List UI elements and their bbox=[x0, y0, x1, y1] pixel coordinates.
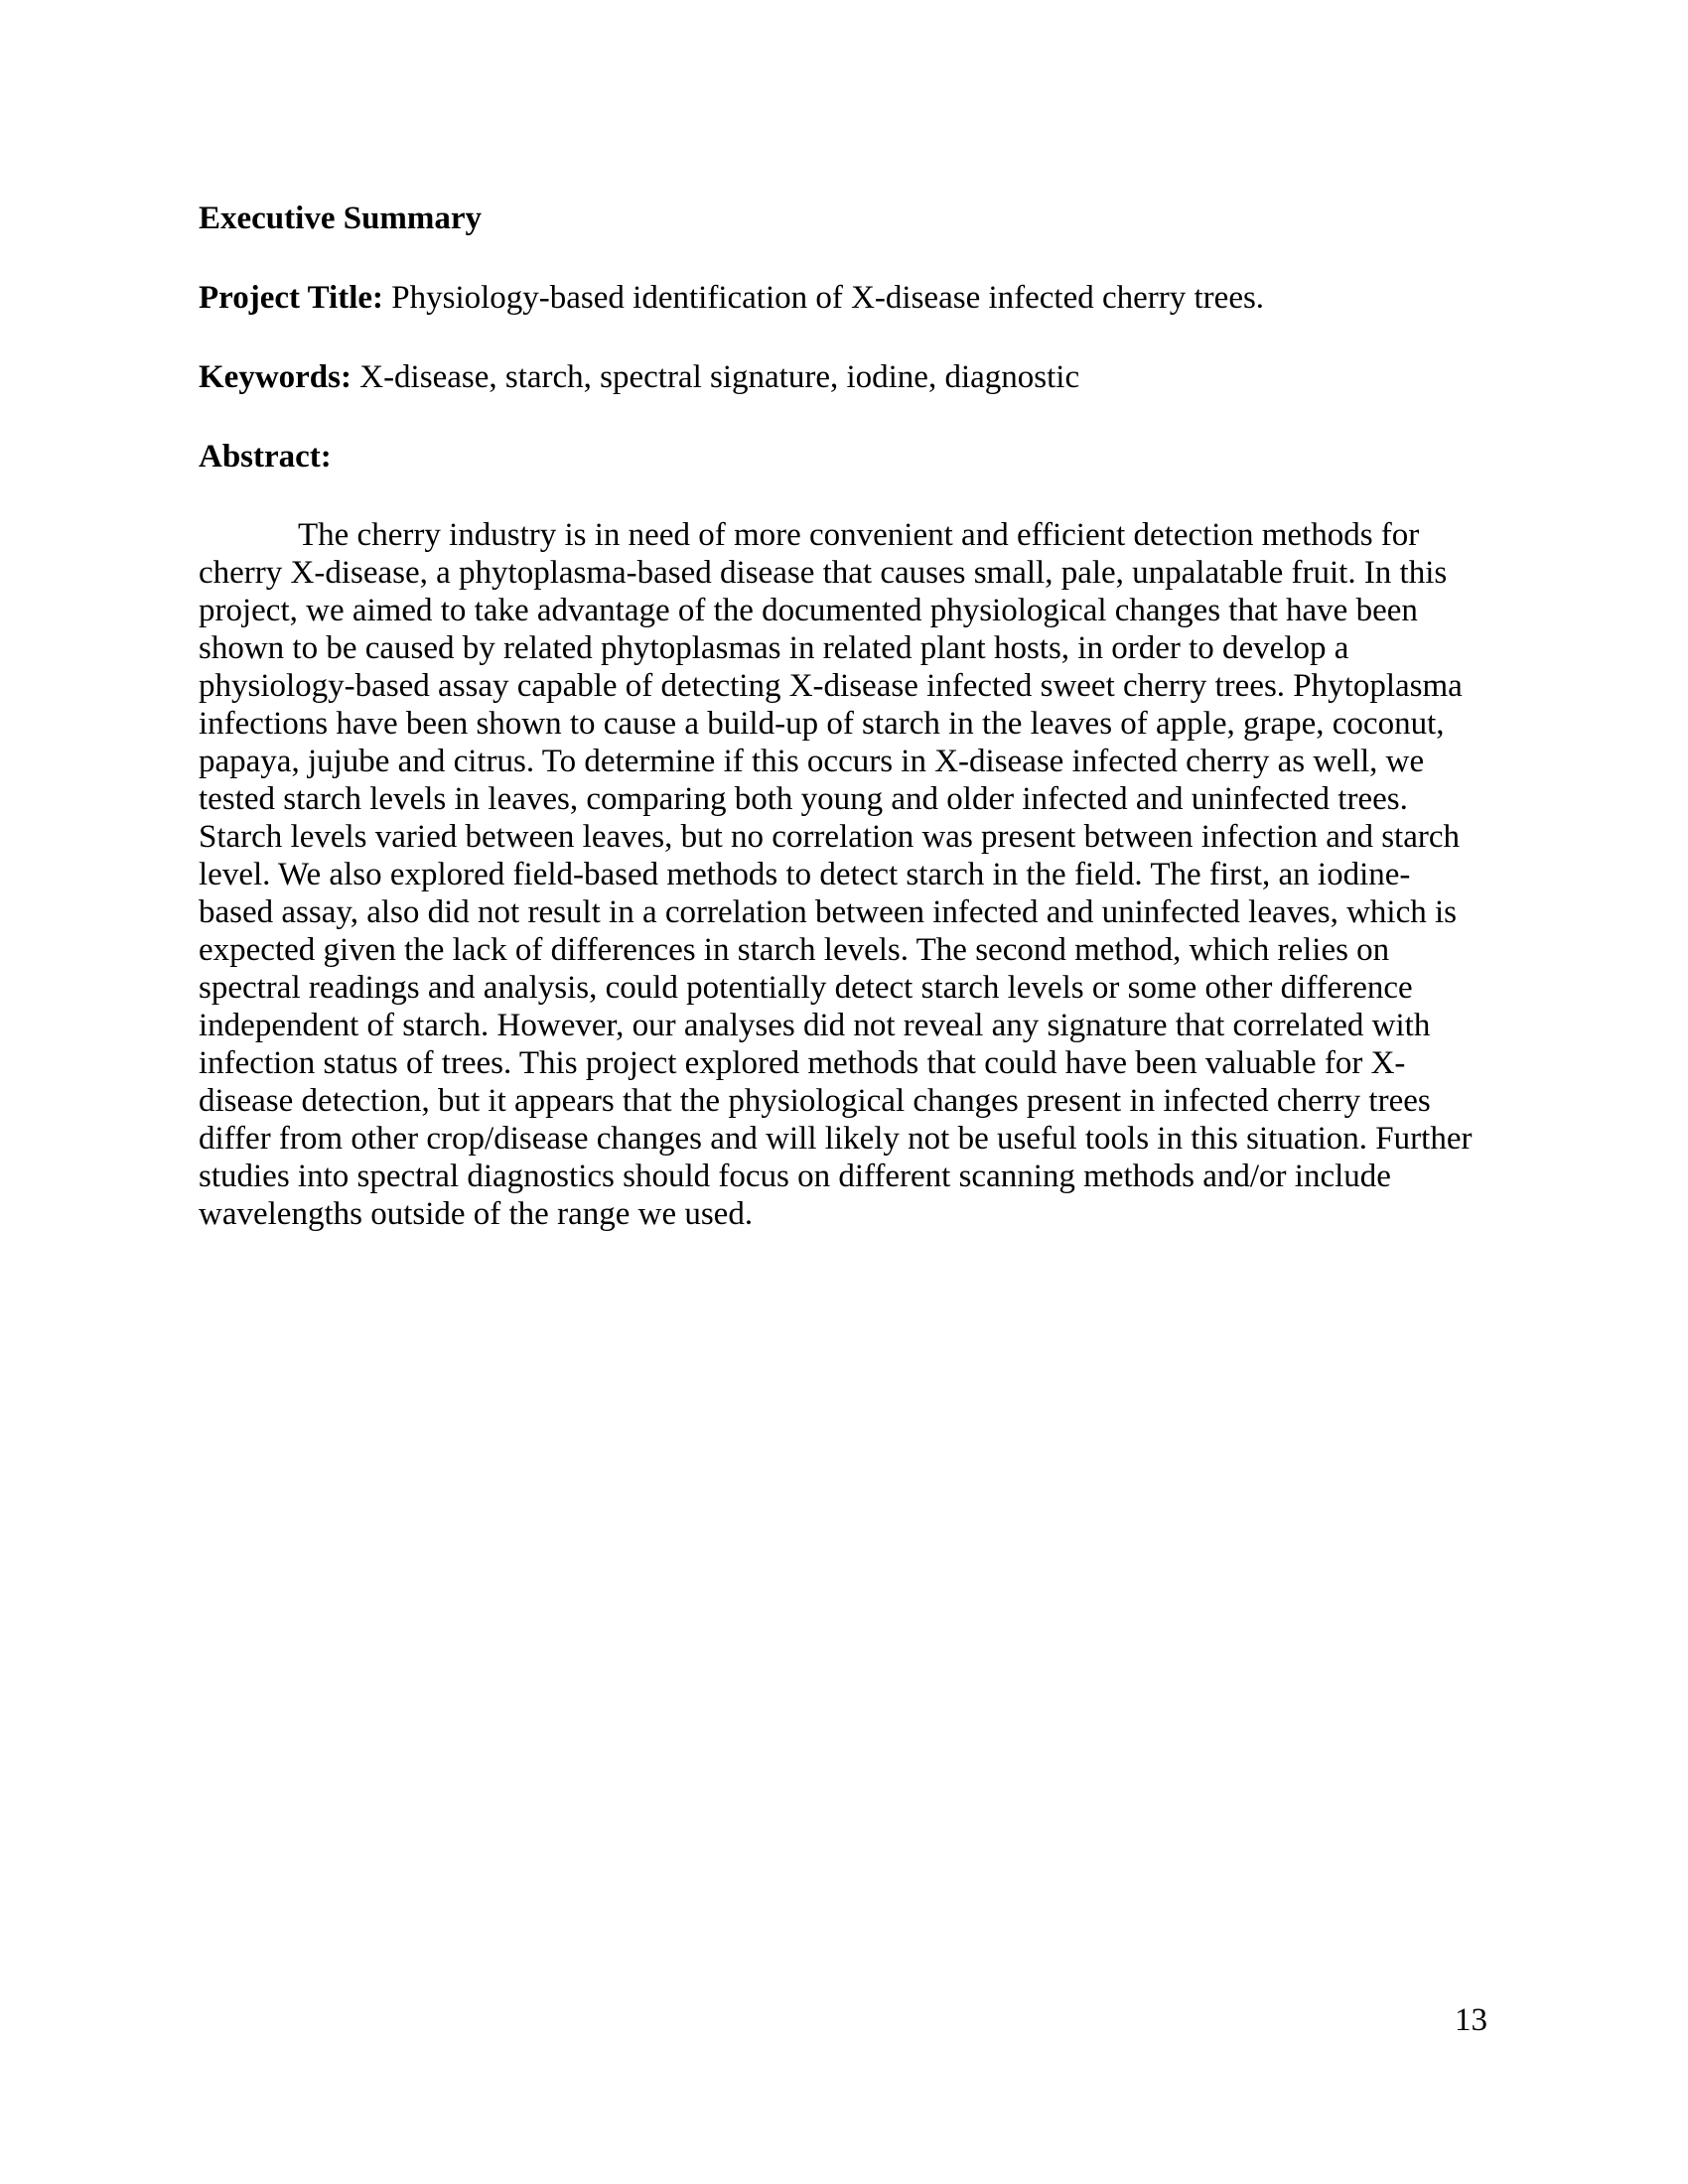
abstract-line: The cherry industry is in need of more convenient and efficient detection methods for bbox=[298, 517, 1420, 553]
abstract-line: papaya, jujube and citrus. To determine if this occurs in X-disease infected cherry as well, we bbox=[199, 744, 1425, 779]
project-title-label: Project Title: bbox=[199, 280, 384, 316]
abstract-line: level. We also explored field-based methods to detect starch in the field. The first, an iodine- bbox=[199, 857, 1411, 892]
section-heading: Executive Summary bbox=[199, 201, 483, 236]
keywords-line bbox=[199, 357, 1489, 397]
project-title-text: Physiology-based identification of X-disease infected cherry trees. bbox=[391, 280, 1265, 316]
abstract-paragraph bbox=[199, 516, 1489, 1233]
abstract-line: expected given the lack of differences in starch levels. The second method, which relies on bbox=[199, 932, 1390, 968]
abstract-line: spectral readings and analysis, could potentially detect starch levels or some other difference bbox=[199, 970, 1413, 1006]
abstract-line: differ from other crop/disease changes and will likely not be useful tools in this situation. Further bbox=[199, 1121, 1473, 1157]
page-content bbox=[199, 199, 1489, 1233]
abstract-line: disease detection, but it appears that the physiological changes present in infected cherry trees bbox=[199, 1083, 1431, 1119]
abstract-line: shown to be caused by related phytoplasmas in related plant hosts, in order to develop a bbox=[199, 630, 1349, 666]
abstract-line: based assay, also did not result in a correlation between infected and uninfected leaves, which is bbox=[199, 894, 1458, 930]
abstract-line: cherry X-disease, a phytoplasma-based disease that causes small, pale, unpalatable fruit. In this bbox=[199, 555, 1448, 591]
keywords-text: X-disease, starch, spectral signature, iodine, diagnostic bbox=[359, 359, 1080, 395]
abstract-line: independent of starch. However, our analyses did not reveal any signature that correlated with bbox=[199, 1008, 1431, 1043]
abstract-line: wavelengths outside of the range we used. bbox=[199, 1196, 754, 1232]
abstract-line: studies into spectral diagnostics should focus on different scanning methods and/or include bbox=[199, 1159, 1391, 1194]
abstract-line: infection status of trees. This project explored methods that could have been valuable for X- bbox=[199, 1045, 1406, 1081]
abstract-heading-line bbox=[199, 437, 1489, 477]
abstract-line: Starch levels varied between leaves, but no correlation was present between infection and starch bbox=[199, 819, 1461, 855]
keywords-label: Keywords: bbox=[199, 359, 352, 395]
abstract-line: physiology-based assay capable of detecting X-disease infected sweet cherry trees. Phytoplasma bbox=[199, 668, 1463, 704]
abstract-label: Abstract: bbox=[199, 439, 332, 475]
page-number: 13 bbox=[1455, 2002, 1487, 2038]
abstract-line: tested starch levels in leaves, comparing both young and older infected and uninfected trees. bbox=[199, 781, 1408, 817]
abstract-line: infections have been shown to cause a build-up of starch in the leaves of apple, grape, coconut, bbox=[199, 706, 1445, 742]
abstract-line: project, we aimed to take advantage of the documented physiological changes that have been bbox=[199, 593, 1418, 628]
project-title-line bbox=[199, 278, 1489, 318]
